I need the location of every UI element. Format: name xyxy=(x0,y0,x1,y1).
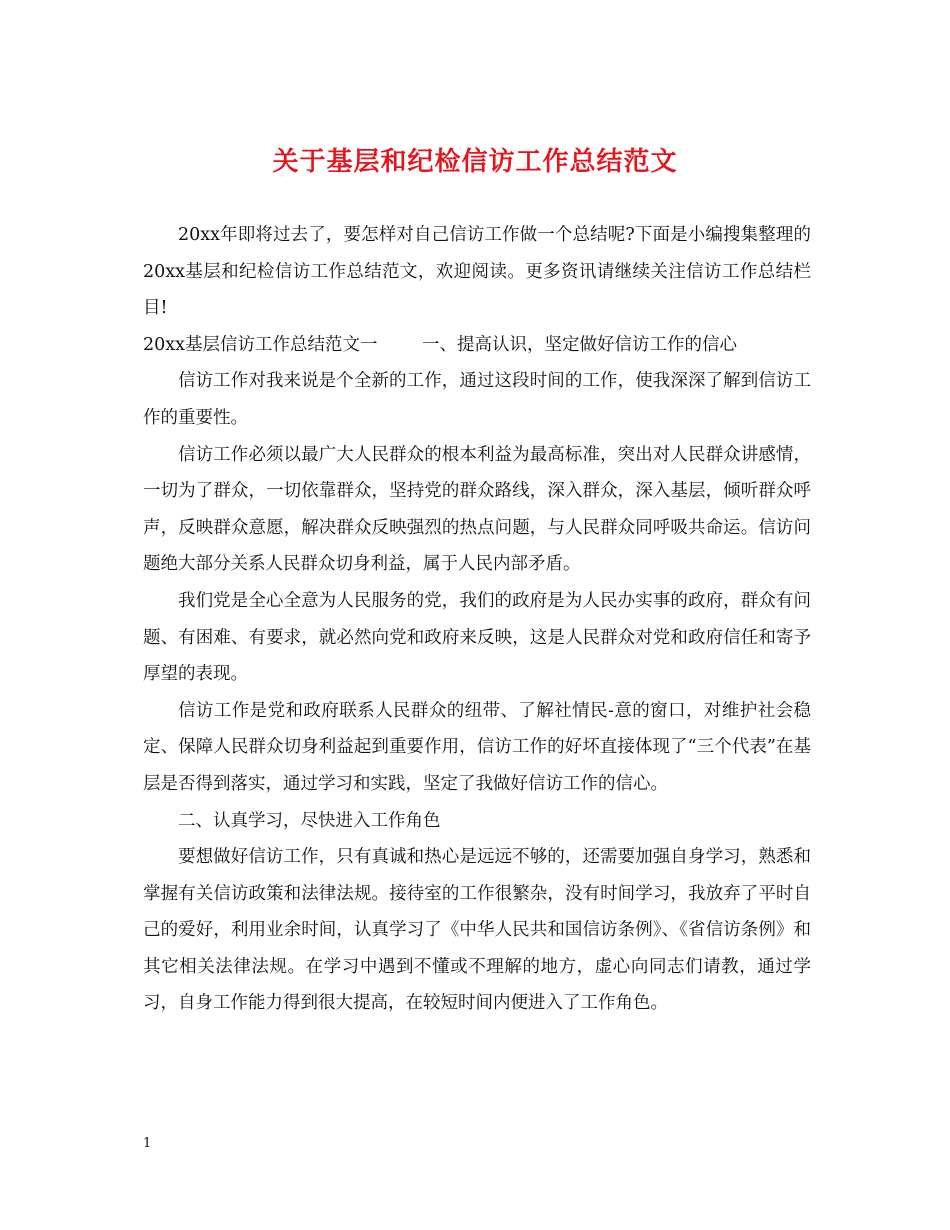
document-title: 关于基层和纪检信访工作总结范文 xyxy=(272,147,678,177)
section-heading-line: 20xx基层信访工作总结范文一 一、提高认识，坚定做好信访工作的信心 xyxy=(143,334,738,355)
body-paragraph: 我们党是全心全意为人民服务的党，我们的政府是为人民办实事的政府，群众有问题、有困难、有要求，就必然向党和政府来反映，这是人民群众对党和政府信任和寄予厚望的表现。 xyxy=(143,590,811,685)
intro-paragraph: 20xx年即将过去了，要怎样对自己信访工作做一个总结呢?下面是小编搜集整理的20xx基层和纪检信访工作总结范文，欢迎阅读。更多资讯请继续关注信访工作总结栏目! xyxy=(143,225,811,319)
body-paragraph: 信访工作必须以最广大人民群众的根本利益为最高标准，突出对人民群众讲感情，一切为了群众，一切依靠群众，坚持党的群众路线，深入群众，深入基层，倾听群众呼声，反映群众意愿，解决群众反映强烈的热点问题，与人民群众同呼吸共命运。信访问题绝大部分关系人民群众切身利益，属于人民内部矛盾。 xyxy=(143,444,811,575)
body-paragraph: 要想做好信访工作，只有真诚和热心是远远不够的，还需要加强自身学习，熟悉和掌握有关信访政策和法律法规。接待室的工作很繁杂，没有时间学习，我放弃了平时自己的爱好，利用业余时间，认真学习了《中华人民共和国信访条例》、《省信访条例》和其它相关法律法规。在学习中遇到不懂或不理解的地方，虚心向同志们请教，通过学习，自身工作能力得到很大提高，在较短时间内便进入了工作角色。 xyxy=(143,847,811,1014)
section-heading: 二、认真学习，尽快进入工作角色 xyxy=(178,810,441,831)
document-body xyxy=(143,217,811,1022)
body-paragraph: 信访工作对我来说是个全新的工作，通过这段时间的工作，使我深深了解到信访工作的重要性。 xyxy=(143,371,811,428)
body-paragraph: 信访工作是党和政府联系人民群众的纽带、了解社情民-意的窗口，对维护社会稳定、保障人民群众切身利益起到重要作用，信访工作的好坏直接体现了“三个代表”在基层是否得到落实，通过学习和实践，坚定了我做好信访工作的信心。 xyxy=(143,700,811,794)
page-number: 1 xyxy=(143,1136,152,1151)
